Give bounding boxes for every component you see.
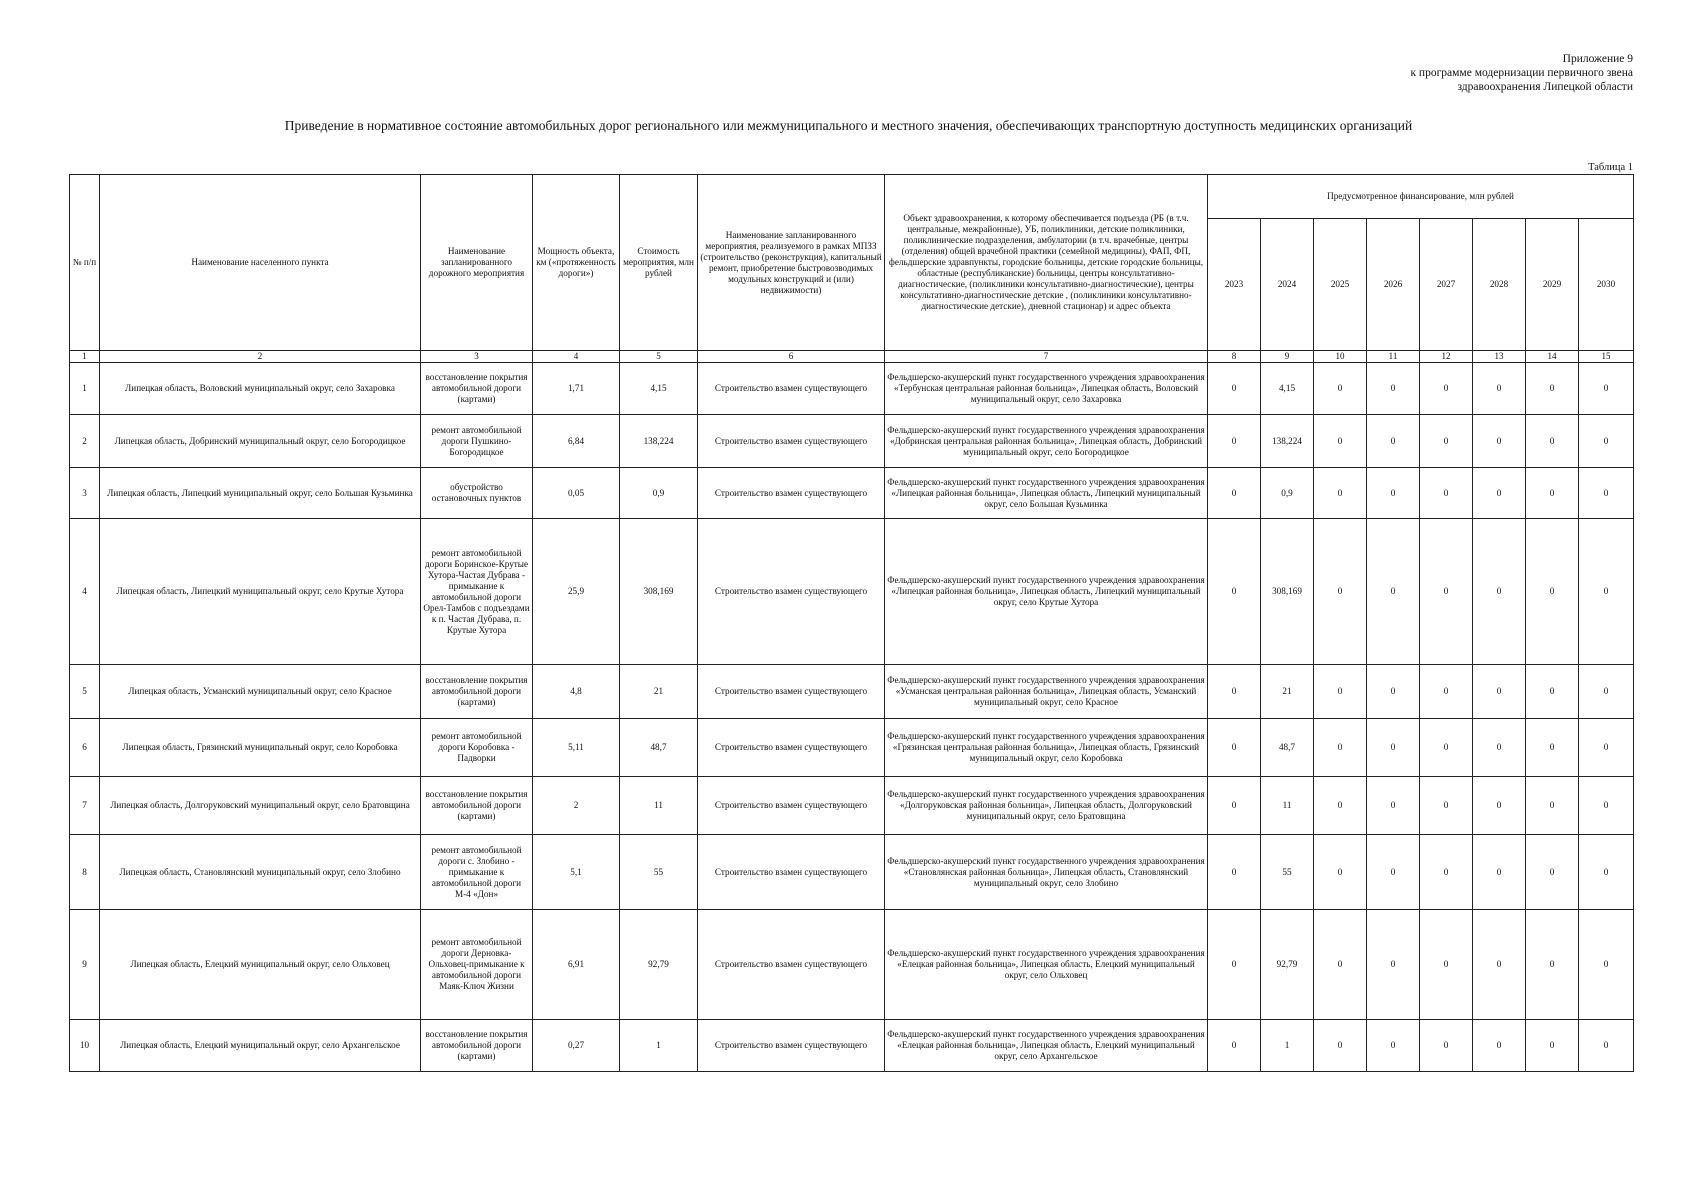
financing-year-cell: 21	[1261, 665, 1314, 719]
cost-cell: 48,7	[620, 719, 698, 777]
financing-year-cell: 0	[1579, 719, 1634, 777]
financing-year-cell: 0	[1526, 719, 1579, 777]
health-object-cell: Фельдшерско-акушерский пункт государственного учреждения здравоохранения «Липецкая районная больница», Липецкая область, Липецкий муниципальный округ, село Большая Кузьминка	[885, 468, 1208, 519]
financing-year-cell: 0	[1579, 415, 1634, 468]
column-number: 12	[1420, 351, 1473, 363]
financing-year-cell: 0	[1420, 665, 1473, 719]
financing-year-cell: 0	[1420, 468, 1473, 519]
column-number: 14	[1526, 351, 1579, 363]
health-object-cell: Фельдшерско-акушерский пункт государственного учреждения здравоохранения «Тербунская центральная районная больница», Липецкая область, Воловский муниципальный округ, село Захаровка	[885, 363, 1208, 415]
financing-year-cell: 1	[1261, 1020, 1314, 1072]
column-number: 5	[620, 351, 698, 363]
row-number: 7	[70, 777, 100, 835]
financing-year-cell: 0	[1208, 468, 1261, 519]
financing-year-cell: 0	[1314, 835, 1367, 910]
row-number: 8	[70, 835, 100, 910]
health-object-cell: Фельдшерско-акушерский пункт государственного учреждения здравоохранения «Елецкая районная больница», Липецкая область, Елецкий муниципальный округ, село Ольховец	[885, 910, 1208, 1020]
financing-year-cell: 0	[1314, 519, 1367, 665]
header-num: № п/п	[70, 175, 100, 351]
financing-year-cell: 0	[1420, 1020, 1473, 1072]
financing-year-cell: 0,9	[1261, 468, 1314, 519]
financing-year-cell: 0	[1579, 468, 1634, 519]
row-number: 2	[70, 415, 100, 468]
financing-year-cell: 0	[1420, 835, 1473, 910]
financing-year-cell: 0	[1579, 1020, 1634, 1072]
mpzz-event-cell: Строительство взамен существующего	[698, 910, 885, 1020]
financing-year-cell: 0	[1526, 363, 1579, 415]
table-row	[70, 665, 1634, 719]
header-cost: Стоимость мероприятия, млн рублей	[620, 175, 698, 351]
health-object-cell: Фельдшерско-акушерский пункт государственного учреждения здравоохранения «Долгоруковская районная больница», Липецкая область, Долгоруковский муниципальный округ, село Братовщина	[885, 777, 1208, 835]
financing-year-cell: 0	[1473, 835, 1526, 910]
row-number: 5	[70, 665, 100, 719]
settlement-cell: Липецкая область, Воловский муниципальный округ, село Захаровка	[100, 363, 421, 415]
financing-year-cell: 0	[1579, 777, 1634, 835]
column-number: 13	[1473, 351, 1526, 363]
column-number: 6	[698, 351, 885, 363]
row-number: 1	[70, 363, 100, 415]
financing-year-cell: 0	[1367, 777, 1420, 835]
table-row	[70, 468, 1634, 519]
health-object-cell: Фельдшерско-акушерский пункт государственного учреждения здравоохранения «Усманская центральная районная больница», Липецкая область, Усманский муниципальный округ, село Красное	[885, 665, 1208, 719]
column-number: 2	[100, 351, 421, 363]
header-capacity: Мощность объекта, км («протяженность дороги»)	[533, 175, 620, 351]
health-object-cell: Фельдшерско-акушерский пункт государственного учреждения здравоохранения «Елецкая районная больница», Липецкая область, Елецкий муниципальный округ, село Архангельское	[885, 1020, 1208, 1072]
financing-year-cell: 0	[1208, 1020, 1261, 1072]
financing-year-cell: 0	[1367, 519, 1420, 665]
header-row	[70, 175, 1634, 219]
mpzz-event-cell: Строительство взамен существующего	[698, 835, 885, 910]
financing-year-cell: 0	[1314, 777, 1367, 835]
capacity-cell: 0,05	[533, 468, 620, 519]
row-number: 6	[70, 719, 100, 777]
cost-cell: 1	[620, 1020, 698, 1072]
column-number: 1	[70, 351, 100, 363]
financing-year-cell: 0	[1473, 415, 1526, 468]
column-number: 4	[533, 351, 620, 363]
health-object-cell: Фельдшерско-акушерский пункт государственного учреждения здравоохранения «Становлянская районная больница», Липецкая область, Становлянский муниципальный округ, село Злобино	[885, 835, 1208, 910]
header-mpzz-event: Наименование запланированного мероприятия, реализуемого в рамках МПЗЗ (строительство (реконструкция), капитальный ремонт, приобретение быстровозводимых модульных конструкций и (или) недвижимости)	[698, 175, 885, 351]
table-row	[70, 363, 1634, 415]
mpzz-event-cell: Строительство взамен существующего	[698, 468, 885, 519]
mpzz-event-cell: Строительство взамен существующего	[698, 415, 885, 468]
financing-year-cell: 11	[1261, 777, 1314, 835]
cost-cell: 21	[620, 665, 698, 719]
table-row	[70, 835, 1634, 910]
financing-year-cell: 0	[1526, 415, 1579, 468]
financing-year-cell: 0	[1579, 519, 1634, 665]
mpzz-event-cell: Строительство взамен существующего	[698, 363, 885, 415]
financing-year-cell: 0	[1367, 835, 1420, 910]
financing-year-cell: 0	[1367, 1020, 1420, 1072]
financing-year-cell: 0	[1314, 1020, 1367, 1072]
mpzz-event-cell: Строительство взамен существующего	[698, 1020, 885, 1072]
mpzz-event-cell: Строительство взамен существующего	[698, 665, 885, 719]
capacity-cell: 2	[533, 777, 620, 835]
financing-year-cell: 92,79	[1261, 910, 1314, 1020]
road-event-cell: восстановление покрытия автомобильной дороги (картами)	[421, 665, 533, 719]
header-year: 2026	[1367, 219, 1420, 351]
financing-year-cell: 0	[1367, 910, 1420, 1020]
table-row	[70, 719, 1634, 777]
appendix-line-1: Приложение 9	[1562, 53, 1633, 65]
column-number: 7	[885, 351, 1208, 363]
table-label: Таблица 1	[1588, 162, 1633, 173]
table-body	[70, 363, 1634, 1072]
capacity-cell: 6,91	[533, 910, 620, 1020]
cost-cell: 55	[620, 835, 698, 910]
table-row	[70, 415, 1634, 468]
capacity-cell: 25,9	[533, 519, 620, 665]
header-financing: Предусмотренное финансирование, млн рублей	[1208, 175, 1634, 219]
financing-year-cell: 0	[1208, 665, 1261, 719]
financing-year-cell: 0	[1473, 910, 1526, 1020]
road-event-cell: ремонт автомобильной дороги Дерновка-Ольховец-примыкание к автомобильной дороги Маяк-Ключ Жизни	[421, 910, 533, 1020]
settlement-cell: Липецкая область, Елецкий муниципальный округ, село Ольховец	[100, 910, 421, 1020]
column-number: 15	[1579, 351, 1634, 363]
column-number: 8	[1208, 351, 1261, 363]
cost-cell: 92,79	[620, 910, 698, 1020]
capacity-cell: 6,84	[533, 415, 620, 468]
settlement-cell: Липецкая область, Становлянский муниципальный округ, село Злобино	[100, 835, 421, 910]
header-year: 2027	[1420, 219, 1473, 351]
financing-year-cell: 0	[1208, 835, 1261, 910]
road-event-cell: ремонт автомобильной дороги Боринское-Крутые Хутора-Частая Дубрава - примыкание к автомобильной дороги Орел-Тамбов с подъездами к п. Частая Дубрава, п. Крутые Хутора	[421, 519, 533, 665]
road-event-cell: ремонт автомобильной дороги Коробовка - Падворки	[421, 719, 533, 777]
cost-cell: 0,9	[620, 468, 698, 519]
financing-year-cell: 55	[1261, 835, 1314, 910]
road-event-cell: восстановление покрытия автомобильной дороги (картами)	[421, 777, 533, 835]
settlement-cell: Липецкая область, Липецкий муниципальный округ, село Большая Кузьминка	[100, 468, 421, 519]
cost-cell: 138,224	[620, 415, 698, 468]
financing-year-cell: 0	[1579, 910, 1634, 1020]
header-year: 2024	[1261, 219, 1314, 351]
settlement-cell: Липецкая область, Добринский муниципальный округ, село Богородицкое	[100, 415, 421, 468]
financing-year-cell: 0	[1314, 910, 1367, 1020]
road-event-cell: восстановление покрытия автомобильной дороги (картами)	[421, 363, 533, 415]
financing-year-cell: 0	[1367, 719, 1420, 777]
column-numbers-row	[70, 351, 1634, 363]
health-object-cell: Фельдшерско-акушерский пункт государственного учреждения здравоохранения «Липецкая районная больница», Липецкая область, Липецкий муниципальный округ, село Крутые Хутора	[885, 519, 1208, 665]
financing-year-cell: 0	[1208, 719, 1261, 777]
roads-table	[69, 174, 1634, 1072]
health-object-cell: Фельдшерско-акушерский пункт государственного учреждения здравоохранения «Добринская центральная районная больница», Липецкая область, Добринский муниципальный округ, село Богородицкое	[885, 415, 1208, 468]
financing-year-cell: 0	[1367, 665, 1420, 719]
financing-year-cell: 0	[1208, 363, 1261, 415]
financing-year-cell: 0	[1473, 519, 1526, 665]
header-road-event: Наименование запланированного дорожного мероприятия	[421, 175, 533, 351]
header-year: 2030	[1579, 219, 1634, 351]
capacity-cell: 1,71	[533, 363, 620, 415]
financing-year-cell: 0	[1208, 910, 1261, 1020]
appendix-line-3: здравоохранения Липецкой области	[1457, 81, 1633, 93]
header-year: 2023	[1208, 219, 1261, 351]
header-health-object: Объект здравоохранения, к которому обеспечивается подъезда (РБ (в т.ч. центральные, межрайонные), УБ, поликлиники, детские поликлиники, поликлинические подразделения, амбулатории (в т.ч. врачебные, центры (отделения) общей врачебной практики (семейной медицины), ФАП, ФП, фельдшерские здравпункты, городские больницы, детские городские больницы, областные (республиканские) больницы, центры консультативно-диагностические, (поликлиники консультативно-диагностические), центры консультативно-диагностические детские , (поликлиники консультативно-диагностические детские), дневной стационар) и адрес объекта	[885, 175, 1208, 351]
financing-year-cell: 0	[1367, 468, 1420, 519]
financing-year-cell: 0	[1473, 1020, 1526, 1072]
financing-year-cell: 0	[1526, 835, 1579, 910]
mpzz-event-cell: Строительство взамен существующего	[698, 519, 885, 665]
table-row	[70, 777, 1634, 835]
financing-year-cell: 0	[1314, 468, 1367, 519]
financing-year-cell: 0	[1526, 468, 1579, 519]
capacity-cell: 5,1	[533, 835, 620, 910]
road-event-cell: восстановление покрытия автомобильной дороги (картами)	[421, 1020, 533, 1072]
financing-year-cell: 0	[1420, 363, 1473, 415]
financing-year-cell: 0	[1314, 415, 1367, 468]
financing-year-cell: 0	[1420, 719, 1473, 777]
capacity-cell: 5,11	[533, 719, 620, 777]
financing-year-cell: 0	[1473, 719, 1526, 777]
cost-cell: 4,15	[620, 363, 698, 415]
capacity-cell: 4,8	[533, 665, 620, 719]
financing-year-cell: 0	[1314, 665, 1367, 719]
mpzz-event-cell: Строительство взамен существующего	[698, 719, 885, 777]
financing-year-cell: 0	[1473, 777, 1526, 835]
settlement-cell: Липецкая область, Елецкий муниципальный округ, село Архангельское	[100, 1020, 421, 1072]
settlement-cell: Липецкая область, Грязинский муниципальный округ, село Коробовка	[100, 719, 421, 777]
financing-year-cell: 48,7	[1261, 719, 1314, 777]
financing-year-cell: 0	[1420, 415, 1473, 468]
road-event-cell: ремонт автомобильной дороги Пушкино-Богородицкое	[421, 415, 533, 468]
column-number: 3	[421, 351, 533, 363]
financing-year-cell: 0	[1367, 415, 1420, 468]
financing-year-cell: 0	[1526, 519, 1579, 665]
health-object-cell: Фельдшерско-акушерский пункт государственного учреждения здравоохранения «Грязинская центральная районная больница», Липецкая область, Грязинский муниципальный округ, село Коробовка	[885, 719, 1208, 777]
financing-year-cell: 0	[1208, 415, 1261, 468]
capacity-cell: 0,27	[533, 1020, 620, 1072]
financing-year-cell: 308,169	[1261, 519, 1314, 665]
header-settlement: Наименование населенного пункта	[100, 175, 421, 351]
road-event-cell: ремонт автомобильной дороги с. Злобино - примыкание к автомобильной дороги М-4 «Дон»	[421, 835, 533, 910]
row-number: 3	[70, 468, 100, 519]
financing-year-cell: 0	[1367, 363, 1420, 415]
settlement-cell: Липецкая область, Долгоруковский муниципальный округ, село Братовщина	[100, 777, 421, 835]
financing-year-cell: 0	[1526, 777, 1579, 835]
document-title: Приведение в нормативное состояние автомобильных дорог регионального или межмуниципального и местного значения, обеспечивающих транспортную доступность медицинских организаций	[284, 118, 1413, 133]
financing-year-cell: 0	[1314, 363, 1367, 415]
cost-cell: 11	[620, 777, 698, 835]
appendix-header	[1410, 52, 1633, 94]
settlement-cell: Липецкая область, Усманский муниципальный округ, село Красное	[100, 665, 421, 719]
financing-year-cell: 0	[1526, 910, 1579, 1020]
financing-year-cell: 0	[1473, 363, 1526, 415]
financing-year-cell: 0	[1473, 468, 1526, 519]
financing-year-cell: 0	[1526, 1020, 1579, 1072]
column-number: 11	[1367, 351, 1420, 363]
financing-year-cell: 0	[1473, 665, 1526, 719]
financing-year-cell: 0	[1526, 665, 1579, 719]
financing-year-cell: 0	[1579, 835, 1634, 910]
table-row	[70, 910, 1634, 1020]
financing-year-cell: 0	[1208, 777, 1261, 835]
column-number: 10	[1314, 351, 1367, 363]
header-year: 2025	[1314, 219, 1367, 351]
header-year: 2028	[1473, 219, 1526, 351]
financing-year-cell: 0	[1420, 777, 1473, 835]
financing-year-cell: 4,15	[1261, 363, 1314, 415]
financing-year-cell: 138,224	[1261, 415, 1314, 468]
column-number: 9	[1261, 351, 1314, 363]
row-number: 9	[70, 910, 100, 1020]
mpzz-event-cell: Строительство взамен существующего	[698, 777, 885, 835]
financing-year-cell: 0	[1579, 363, 1634, 415]
row-number: 10	[70, 1020, 100, 1072]
financing-year-cell: 0	[1420, 519, 1473, 665]
table-row	[70, 519, 1634, 665]
table-row	[70, 1020, 1634, 1072]
appendix-line-2: к программе модернизации первичного звена	[1410, 67, 1633, 79]
financing-year-cell: 0	[1579, 665, 1634, 719]
cost-cell: 308,169	[620, 519, 698, 665]
row-number: 4	[70, 519, 100, 665]
road-event-cell: обустройство остановочных пунктов	[421, 468, 533, 519]
financing-year-cell: 0	[1314, 719, 1367, 777]
financing-year-cell: 0	[1208, 519, 1261, 665]
header-year: 2029	[1526, 219, 1579, 351]
settlement-cell: Липецкая область, Липецкий муниципальный округ, село Крутые Хутора	[100, 519, 421, 665]
financing-year-cell: 0	[1420, 910, 1473, 1020]
